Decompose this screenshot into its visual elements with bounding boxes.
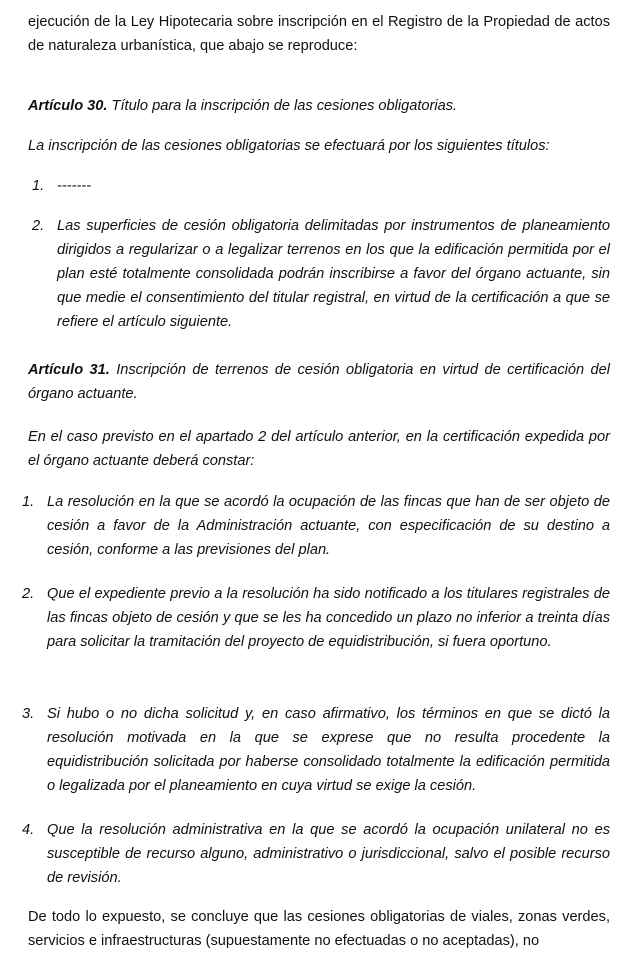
list-item-text: ------- xyxy=(57,178,92,194)
list-item-text: Las superficies de cesión obligatoria delimitadas por instrumentos de planeamiento dirigidos a regularizar o a legalizar terrenos en los que la edificación permitida por el plan esté totalmente consolidada podrán inscribirse a favor del órgano actuante, sin que medie el consentimiento del titular registral, en virtud de la certificación a que se refiere el artículo siguiente. xyxy=(57,218,610,330)
intro-paragraph: ejecución de la Ley Hipotecaria sobre inscripción en el Registro de la Propiedad de actos de naturaleza urbanística, que abajo se reproduce: xyxy=(28,14,610,54)
list-item-number: 2. xyxy=(22,586,35,602)
list-item-number: 2. xyxy=(32,218,45,234)
article-30-heading xyxy=(28,94,610,118)
article-31-lead: En el caso previsto en el apartado 2 del artículo anterior, en la certificación expedida por el órgano actuante deberá constar: xyxy=(28,429,610,469)
article-30-title: Título para la inscripción de las cesiones obligatorias. xyxy=(107,98,458,114)
list-item-text: Que el expediente previo a la resolución ha sido notificado a los titulares registrales de las fincas objeto de cesión y que se les ha concedido un plazo no inferior a treinta días para solicitar la tramitación del proyecto de equidistribución, si fuera oportuno. xyxy=(47,586,610,650)
article-30-label: Artículo 30. xyxy=(28,98,108,114)
article-31-heading xyxy=(28,358,610,406)
list-item-text: Si hubo o no dicha solicitud y, en caso afirmativo, los términos en que se dictó la resolución motivada en la que se exprese que no resulta procedente la equidistribución solicitada por haberse consolidado totalmente la edificación permitida o legalizada por el planeamiento en cuya virtud se exige la cesión. xyxy=(47,706,610,794)
list-item-number: 4. xyxy=(22,822,35,838)
article-30-lead: La inscripción de las cesiones obligatorias se efectuará por los siguientes títulos: xyxy=(28,138,550,154)
article-31-title: Inscripción de terrenos de cesión obligatoria en virtud de certificación del órgano actuante. xyxy=(28,362,610,402)
list-item-text: Que la resolución administrativa en la que se acordó la ocupación unilateral no es susceptible de recurso alguno, administrativo o jurisdiccional, salvo el posible recurso de revisión. xyxy=(47,822,610,886)
list-item-number: 3. xyxy=(22,706,35,722)
list-item-text: La resolución en la que se acordó la ocupación de las fincas que han de ser objeto de cesión a favor de la Administración actuante, con especificación de su destino a cesión, conforme a las previsiones del plan. xyxy=(47,494,610,558)
list-item-number: 1. xyxy=(32,178,45,194)
list-item-number: 1. xyxy=(22,494,35,510)
conclusion-paragraph: De todo lo expuesto, se concluye que las cesiones obligatorias de viales, zonas verdes, servicios e infraestructuras (supuestamente no efectuadas o no aceptadas), no xyxy=(28,909,610,949)
article-31-label: Artículo 31. xyxy=(28,362,110,378)
